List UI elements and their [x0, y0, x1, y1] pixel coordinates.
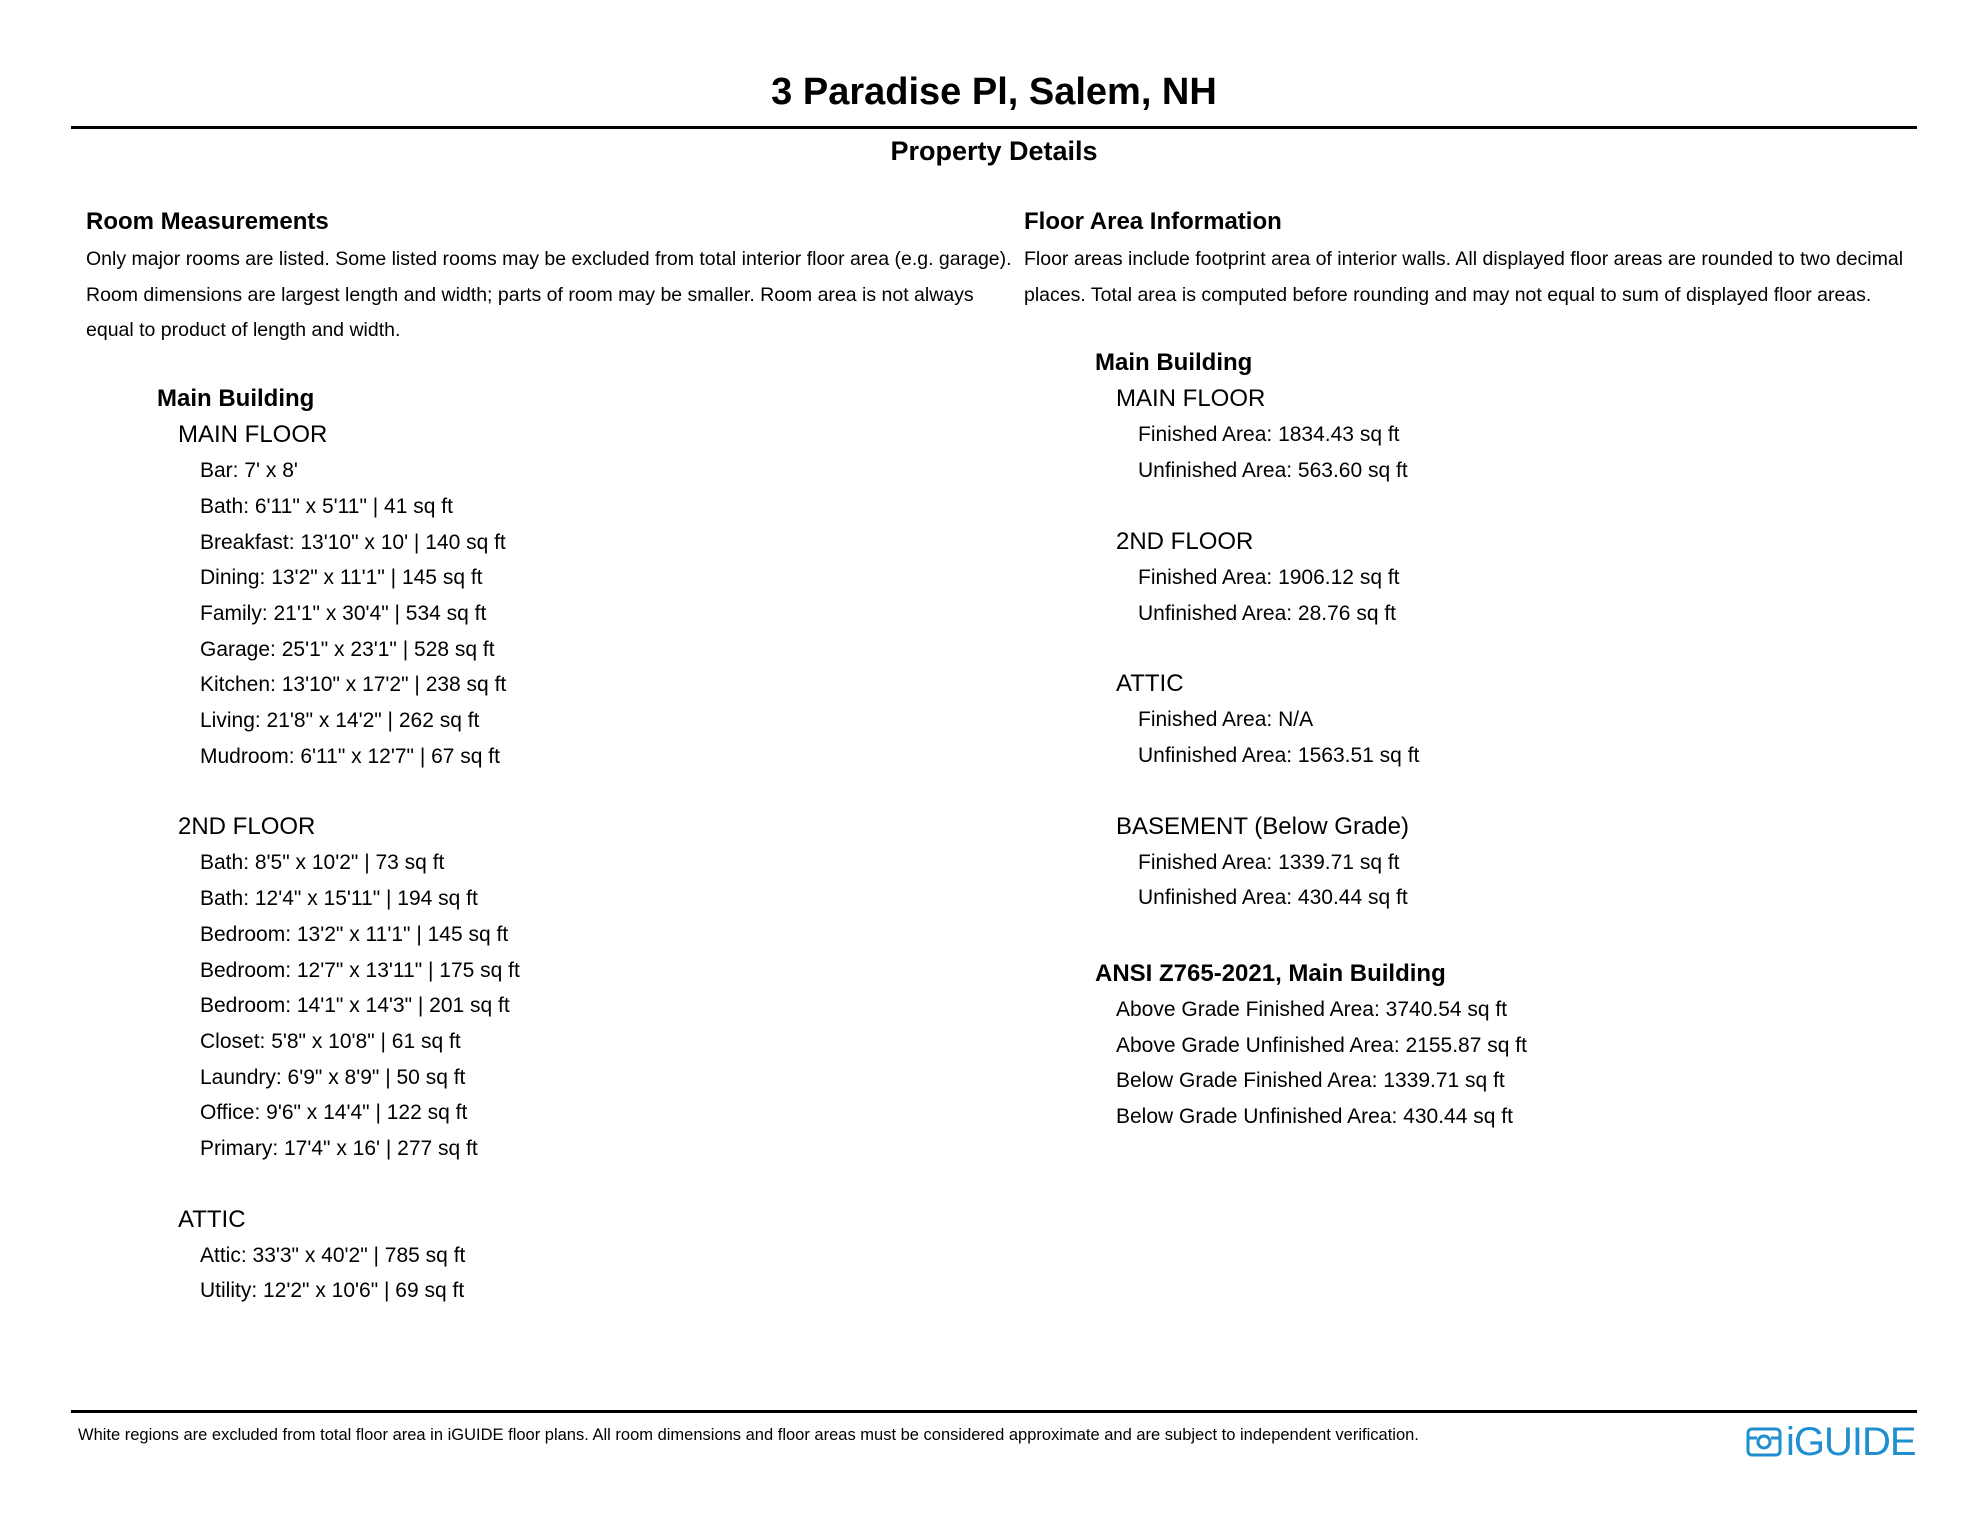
ansi-list-item: Below Grade Finished Area: 1339.71 sq ft — [1116, 1069, 1505, 1093]
room-list-item: Dining: 13'2" x 11'1" | 145 sq ft — [200, 566, 483, 590]
floor-area-description: Floor areas include footprint area of interior walls. All displayed floor areas are rounded to two decimal places. Total area is computed before rounding and may not equal to sum of displayed floor areas. — [1024, 248, 1904, 306]
room-list-item: Living: 21'8" x 14'2" | 262 sq ft — [200, 709, 480, 733]
area-list-item: Finished Area: 1834.43 sq ft — [1138, 423, 1400, 447]
area-floor-group — [1024, 809, 1984, 916]
room-list-item: Bath: 8'5" x 10'2" | 73 sq ft — [200, 851, 445, 875]
room-list-item: Utility: 12'2" x 10'6" | 69 sq ft — [200, 1279, 465, 1303]
room-list-item: Bar: 7' x 8' — [200, 459, 298, 483]
area-list-item: Finished Area: N/A — [1138, 708, 1314, 732]
room-list-item: Primary: 17'4" x 16' | 277 sq ft — [200, 1137, 478, 1161]
room-floor-group — [86, 1202, 1046, 1309]
room-floor-heading: MAIN FLOOR — [178, 421, 328, 449]
room-measurements-heading: Room Measurements — [86, 208, 329, 235]
room-list-item: Bedroom: 14'1" x 14'3" | 201 sq ft — [200, 994, 510, 1018]
iguide-logo — [1746, 1420, 1916, 1464]
area-floor-heading: ATTIC — [1116, 670, 1184, 698]
room-list-item: Bedroom: 12'7" x 13'11" | 175 sq ft — [200, 958, 520, 982]
room-floor-group — [86, 809, 1046, 1166]
room-list-item: Mudroom: 6'11" x 12'7" | 67 sq ft — [200, 744, 500, 768]
floor-area-heading: Floor Area Information — [1024, 208, 1282, 235]
room-list-item: Garage: 25'1" x 23'1" | 528 sq ft — [200, 637, 495, 661]
room-list-item: Bath: 6'11" x 5'11" | 41 sq ft — [200, 494, 453, 518]
room-list-item: Laundry: 6'9" x 8'9" | 50 sq ft — [200, 1065, 466, 1089]
footer-divider — [71, 1410, 1917, 1413]
area-list-item: Unfinished Area: 1563.51 sq ft — [1138, 743, 1420, 767]
room-building-heading: Main Building — [157, 385, 315, 413]
ansi-list-item: Above Grade Finished Area: 3740.54 sq ft — [1116, 998, 1508, 1022]
area-floor-group — [1024, 524, 1984, 631]
room-floor-heading: 2ND FLOOR — [178, 813, 316, 841]
area-building-heading: Main Building — [1095, 349, 1253, 377]
page-subtitle: Property Details — [890, 136, 1098, 166]
area-floor-group — [1024, 666, 1984, 773]
room-list-item: Bedroom: 13'2" x 11'1" | 145 sq ft — [200, 922, 509, 946]
ansi-item-list — [1024, 992, 1984, 1135]
area-floor-heading: 2ND FLOOR — [1116, 527, 1254, 555]
room-floor-heading: ATTIC — [178, 1205, 246, 1233]
camera-frame-icon — [1746, 1426, 1782, 1458]
page-title: 3 Paradise Pl, Salem, NH — [771, 71, 1217, 113]
area-list-item: Finished Area: 1339.71 sq ft — [1138, 850, 1400, 874]
room-list-item: Kitchen: 13'10" x 17'2" | 238 sq ft — [200, 673, 507, 697]
area-floor-group — [1024, 381, 1984, 488]
area-list-item: Unfinished Area: 563.60 sq ft — [1138, 459, 1408, 483]
ansi-list-item: Below Grade Unfinished Area: 430.44 sq ft — [1116, 1105, 1513, 1129]
room-list-item: Office: 9'6" x 14'4" | 122 sq ft — [200, 1101, 468, 1125]
area-floor-heading: BASEMENT (Below Grade) — [1116, 812, 1409, 840]
room-list-item: Attic: 33'3" x 40'2" | 785 sq ft — [200, 1243, 466, 1267]
area-list-item: Unfinished Area: 28.76 sq ft — [1138, 601, 1396, 625]
header-divider — [71, 126, 1917, 129]
room-floor-group — [86, 417, 1046, 774]
room-list-item: Family: 21'1" x 30'4" | 534 sq ft — [200, 601, 487, 625]
area-floor-heading: MAIN FLOOR — [1116, 385, 1266, 413]
room-list-item: Bath: 12'4" x 15'11" | 194 sq ft — [200, 887, 478, 911]
footer-disclaimer: White regions are excluded from total floor area in iGUIDE floor plans. All room dimensions and floor areas must be considered approximate and are subject to independent verification. — [78, 1426, 1419, 1444]
area-floor-list — [1024, 381, 1984, 916]
room-list-item: Closet: 5'8" x 10'8" | 61 sq ft — [200, 1029, 461, 1053]
floor-area-section — [1024, 204, 1984, 1135]
logo-wordmark: iGUIDE — [1786, 1420, 1916, 1464]
room-list-item: Breakfast: 13'10" x 10' | 140 sq ft — [200, 530, 506, 554]
area-list-item: Finished Area: 1906.12 sq ft — [1138, 565, 1400, 589]
ansi-heading: ANSI Z765-2021, Main Building — [1095, 960, 1446, 988]
ansi-list-item: Above Grade Unfinished Area: 2155.87 sq ft — [1116, 1033, 1527, 1057]
room-measurements-description: Only major rooms are listed. Some listed rooms may be excluded from total interior floor area (e.g. garage). Room dimensions are largest length and width; parts of room may be smaller. Room area is not always equal to product of length and width. — [86, 248, 1012, 342]
area-list-item: Unfinished Area: 430.44 sq ft — [1138, 886, 1408, 910]
room-floor-list — [86, 417, 1046, 1309]
room-measurements-section — [86, 204, 1046, 1344]
